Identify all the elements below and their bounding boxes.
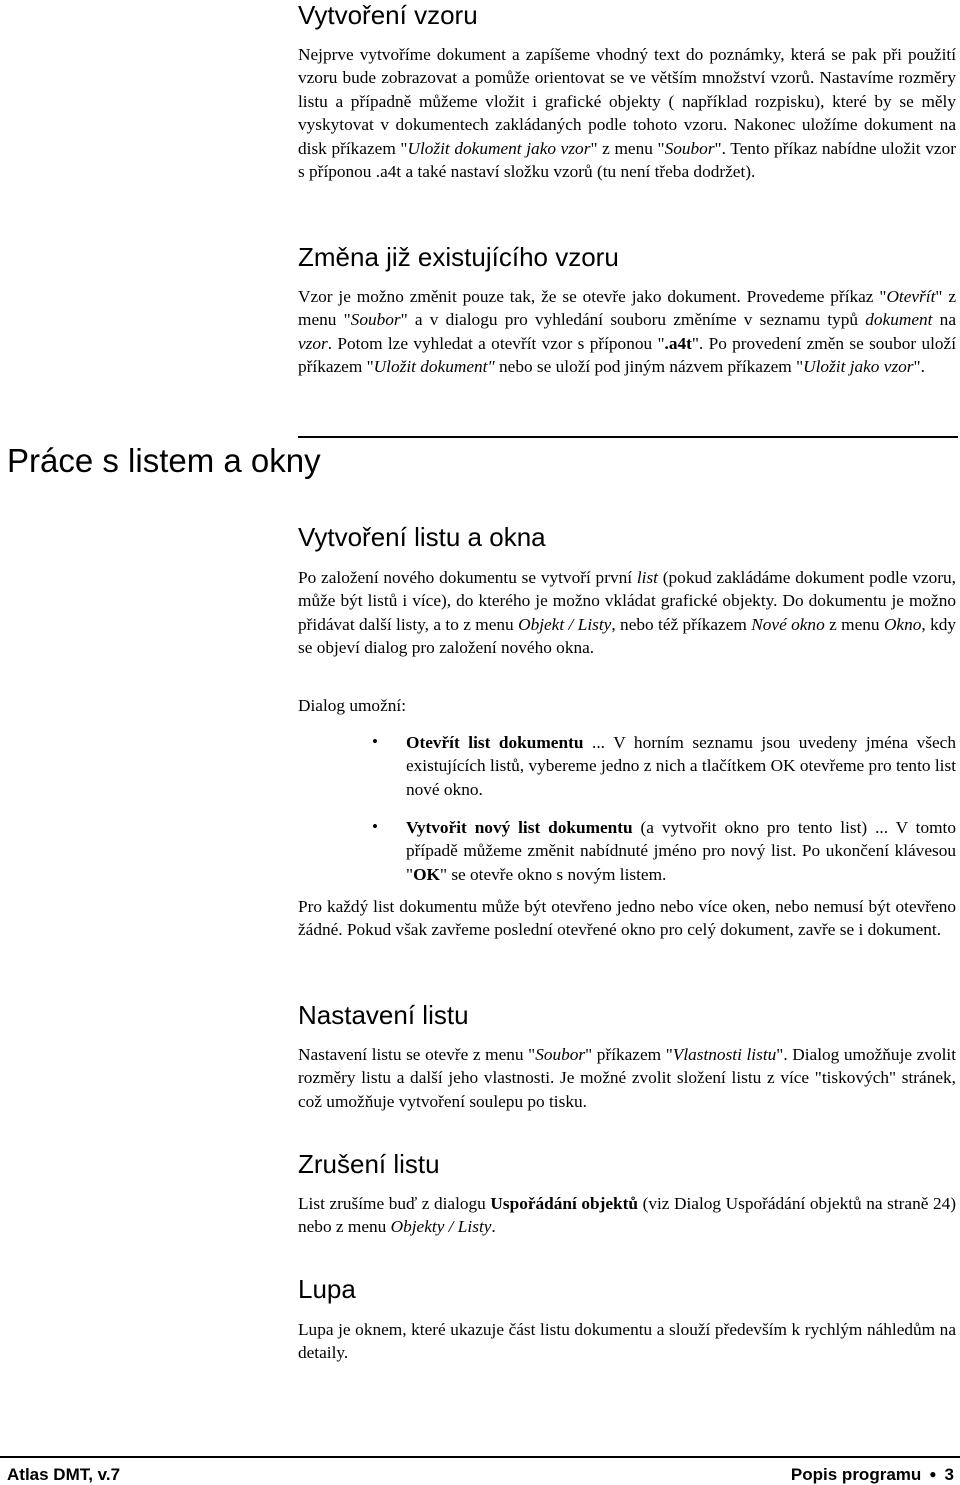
footer-divider <box>0 1456 960 1458</box>
paragraph-zruseni-listu: List zrušíme buď z dialogu Uspořádání objektů (viz Dialog Uspořádání objektů na straně 24) nebo z menu Objekty / Listy. <box>298 1194 956 1237</box>
paragraph-nastaveni-listu: Nastavení listu se otevře z menu "Soubor" příkazem "Vlastnosti listu". Dialog umožňuje zvolit rozměry listu a další jeho vlastnosti. Je možné zvolit složení listu z více "tiskových" stránek, což umožňuje vytvoření soulepu po tisku. <box>298 1045 957 1111</box>
paragraph-vytvoreni-vzoru: Nejprve vytvoříme dokument a zapíšeme vhodný text do poznámky, která se pak při použití vzoru bude zobrazovat a pomůže orientovat se ve větším množství vzorů. Nastavíme rozměry listu a případně můžeme vložit i grafické objekty ( například rozpisku), které by se měly vyskytovat v dokumentech zakládaných podle tohoto vzoru. Nakonec uložíme dokument na disk příkazem "Uložit dokument jako vzor" z menu "Soubor". Tento příkaz nabídne uložit vzor s příponou .a4t a také nastaví složku vzorů (tu není třeba dodržet). <box>298 45 956 182</box>
paragraph-vytvoreni-listu: Po založení nového dokumentu se vytvoří první list (pokud zakládáme dokument podle vzoru, může být listů i více), do kterého je možno vkládat grafické objekty. Do dokumentu je možno přidávat další listy, a to z menu Objekt / Listy, nebo též příkazem Nové okno z menu Okno, kdy se objeví dialog pro založení nového okna. <box>298 568 956 658</box>
chapter-title: Práce s listem a okny <box>7 442 321 479</box>
bullet-marker: • <box>372 732 378 751</box>
paragraph-okna-listu: Pro každý list dokumentu může být otevřeno jedno nebo více oken, nebo nemusí být otevřeno žádné. Pokud však zavřeme poslední otevřené okno pro celý dokument, zavře se i dokument. <box>298 897 956 940</box>
footer-separator: ● <box>929 1467 937 1481</box>
footer-product: Atlas DMT, v.7 <box>7 1465 121 1484</box>
section-heading-nastaveni-listu: Nastavení listu <box>298 1000 469 1030</box>
chapter-divider <box>298 436 958 438</box>
footer-page-info <box>791 1465 954 1485</box>
bullet-item-otevrit-list: Otevřít list dokumentu ... V horním seznamu jsou uvedeny jména všech existujících listů, vybereme jedno z nich a tlačítkem OK otevřeme pro tento list nové okno. <box>406 733 956 799</box>
footer-section-name: Popis programu <box>790 1465 922 1484</box>
paragraph-zmena-vzoru: Vzor je možno změnit pouze tak, že se otevře jako dokument. Provedeme příkaz "Otevřít" z menu "Soubor" a v dialogu pro vyhledání souboru změníme v seznamu typů dokument na vzor. Potom lze vyhledat a otevřít vzor s příponou ".a4t". Po provedení změn se soubor uloží příkazem "Uložit dokument" nebo se uloží pod jiným názvem příkazem "Uložit jako vzor". <box>298 287 957 377</box>
page-number: 3 <box>944 1465 954 1484</box>
section-heading-zmena-vzoru: Změna již existujícího vzoru <box>298 242 619 272</box>
bullet-marker: • <box>372 817 378 836</box>
bullet-item-vytvorit-list: Vytvořit nový list dokumentu (a vytvořit okno pro tento list) ... V tomto případě můžeme změnit nabídnuté jméno pro nový list. Po ukončení klávesou "OK" se otevře okno s novým listem. <box>406 818 957 884</box>
paragraph-lupa: Lupa je oknem, které ukazuje část listu dokumentu a slouží především k rychlým náhledům na detaily. <box>298 1320 956 1363</box>
section-heading-vytvoreni-vzoru: Vytvoření vzoru <box>298 0 478 30</box>
dialog-intro: Dialog umožní: <box>298 696 406 715</box>
section-heading-vytvoreni-listu: Vytvoření listu a okna <box>298 522 546 552</box>
section-heading-lupa: Lupa <box>298 1274 356 1304</box>
section-heading-zruseni-listu: Zrušení listu <box>298 1149 440 1179</box>
